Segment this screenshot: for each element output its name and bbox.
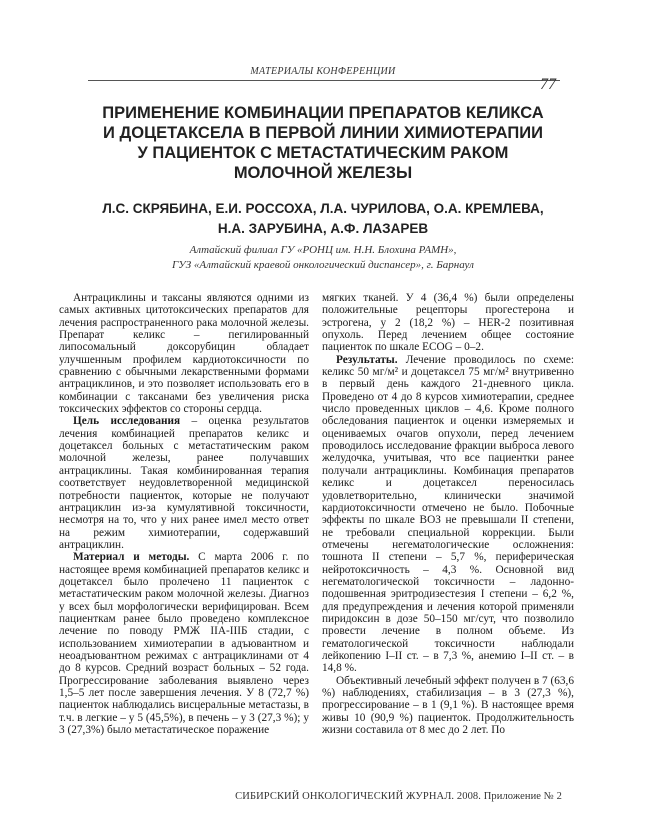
page-number: 77	[540, 76, 556, 93]
authors-line: Л.С. СКРЯБИНА, Е.И. РОССОХА, Л.А. ЧУРИЛОВА, О.А. КРЕМЛЕВА,	[102, 201, 544, 216]
results-text: Лечение проводилось по схеме: келикс 50 мг/м² и доцетаксел 75 мг/м² внутривенно в первый день каждого 21-дневного цикла. Проведено от 4 до 8 курсов химиотерапии, среднее число проведенных циклов – 4,6. Кроме полного обследования пациенток и оценки измеряемых и оцениваемых очагов опухоли, перед лечением проводилось исследование фракции выброса левого желудочка, учитывая, что все пациентки ранее получали антрациклины. Комбинация препаратов келикс и доцетаксел переносилась удовлетворительно, клинически значимой кардиотоксичности отмечено не было. Побочные эффекты по шкале ВОЗ не превышали II степени, не требовали специальной коррекции. Были отмечены негематологические осложнения: тошнота II степени – 5,7 %, периферическая нейротоксичность – 4,3 %. Основной вид негематологической токсичности – ладонно-подошвенная эритродизестезия I степени – 6,2 %, для предупреждения и лечения которой применяли пиридоксин в дозе 50–150 мг/сут, что позволило провести лечение в полном объеме. Из гематологической токсичности наблюдали лейкопению I–II ст. – в 7,3 %, анемию I–II ст. – в 14,8 %.	[322, 353, 574, 675]
results-heading: Результаты.	[336, 353, 398, 366]
methods-paragraph	[59, 551, 309, 736]
methods-text: С марта 2006 г. по настоящее время комбинацией препаратов келикс и доцетаксел было пролечено 11 пациенток с метастатическим раком молочной железы. Диагноз у всех был морфологически верифицирован. Всем пациенткам ранее было проведено комплексное лечение по поводу РМЖ IIA-IIIБ стадии, с использованием химиотерапии в адъювантном и неоадъювантном режимах с антрациклинами от 4 до 8 курсов. Средний возраст больных – 52 года. Прогрессирование заболевания выявлено через 1,5–5 лет после завершения лечения. У 8 (72,7 %) пациенток наблюдались висцеральные метастазы, в т.ч. в легкие – у 5 (45,5%), в печень – у 3 (27,3 %); у 3 (27,3%) было метастатическое поражение	[59, 551, 309, 737]
aim-paragraph	[59, 415, 309, 551]
aim-text: – оценка результатов лечения комбинацией препаратов келикс и доцетаксел больных с метастатическим раком молочной железы, ранее получавших антрациклины. Такая комбинированная терапия соответствует неудовлетворенной медицинской потребности пациенток, которые не получают антрациклин из-за кумулятивной токсичности, несмотря на то, что у них ранее имел место ответ на режим химиотерапии, содержавший антрациклин.	[59, 415, 310, 551]
title-line: ПРИМЕНЕНИЕ КОМБИНАЦИИ ПРЕПАРАТОВ КЕЛИКСА	[102, 104, 544, 122]
header-rule	[88, 80, 560, 81]
intro-paragraph: Антрациклины и таксаны являются одними из самых активных цитотоксических препаратов для лечения распространенного рака молочной железы. Препарат келикс – пегилированный липосомальный доксорубицин обладает улучшенным профилем кардиотоксичности по сравнению с обычными лекарственными формами антрациклинов, и это позволяет использовать его в комбинации с таксанами без увеличения риска токсических эффектов со стороны сердца.	[59, 292, 309, 416]
right-column	[322, 292, 574, 736]
title-line: У ПАЦИЕНТОК С МЕТАСТАТИЧЕСКИМ РАКОМ	[137, 144, 509, 162]
aim-heading: Цель исследования	[73, 415, 181, 428]
title-line: МОЛОЧНОЙ ЖЕЛЕЗЫ	[233, 164, 413, 182]
title-line: И ДОЦЕТАКСЕЛА В ПЕРВОЙ ЛИНИИ ХИМИОТЕРАПИИ	[103, 124, 543, 142]
affiliation	[70, 243, 576, 273]
authors	[70, 199, 576, 239]
results-paragraph	[322, 354, 574, 675]
article-title	[70, 103, 576, 183]
affiliation-line: Алтайский филиал ГУ «РОНЦ им. Н.Н. Блохина РАМН»,	[189, 244, 457, 256]
methods-heading: Материал и методы.	[73, 551, 190, 564]
journal-footer: СИБИРСКИЙ ОНКОЛОГИЧЕСКИЙ ЖУРНАЛ. 2008. Приложение № 2	[235, 791, 562, 802]
header-section-label: МАТЕРИАЛЫ КОНФЕРЕНЦИИ	[250, 66, 396, 77]
affiliation-line: ГУЗ «Алтайский краевой онкологический диспансер», г. Барнаул	[172, 259, 474, 271]
left-column	[59, 292, 309, 736]
effect-paragraph: Объективный лечебный эффект получен в 7 (63,6 %) наблюдениях, стабилизация – в 3 (27,3 %), прогрессирование – в 1 (9,1 %). В настоящее время живы 10 (90,9 %) пациенток. Продолжительность жизни составила от 8 мес до 2 лет. По	[322, 674, 574, 737]
authors-line: Н.А. ЗАРУБИНА, А.Ф. ЛАЗАРЕВ	[217, 221, 429, 236]
methods-continued-paragraph: мягких тканей. У 4 (36,4 %) были определены положительные рецепторы прогестерона и эстрогена, у 2 (18,2 %) – HER-2 позитивная опухоль. Перед лечением общее состояние пациенток по шкале ECOG – 0–2.	[322, 292, 574, 354]
